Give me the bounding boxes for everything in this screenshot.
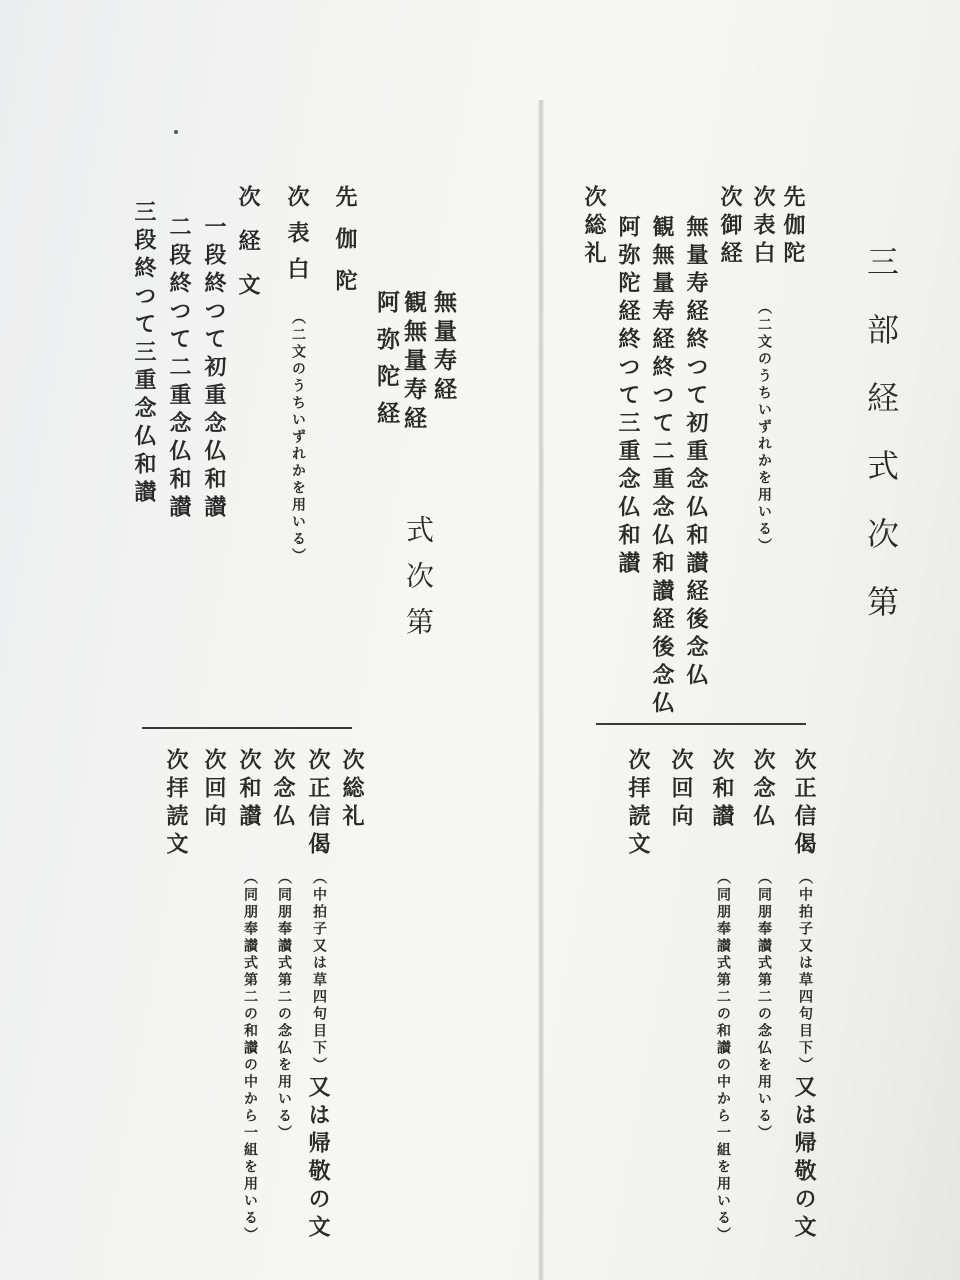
right-page-title: 三部経式次第	[862, 245, 900, 653]
left-bottom-c6: 次拝読文	[163, 748, 189, 860]
left-title-b: 観無量寿経	[400, 290, 427, 435]
right-top-c2a: 次表白	[750, 185, 776, 269]
left-title-a: 無量寿経	[430, 290, 457, 406]
left-title-d: 式次第	[402, 515, 435, 653]
left-top-c4: 一段終つて初重念仏和讃	[201, 215, 227, 523]
right-top-c4: 無量寿経終つて初重念仏和讃経後念仏	[683, 215, 709, 691]
left-bottom-c4a: 次和讃	[236, 748, 262, 832]
right-top-c3: 次御経	[717, 185, 743, 269]
left-bottom-c2a: 次正信偈	[305, 748, 331, 860]
left-top-c2b: （二文のうちいずれかを用いる）	[290, 310, 306, 565]
right-top-c7: 次総礼	[581, 185, 607, 269]
left-bottom-c1: 次総礼	[339, 748, 365, 832]
right-bottom-c2b: （同朋奉讃式第二の念仏を用いる）	[756, 870, 772, 1142]
left-top-c1: 先伽陀	[332, 185, 358, 311]
speck	[174, 130, 178, 134]
book-spine	[538, 100, 544, 1280]
left-bottom-c3a: 次念仏	[270, 748, 296, 832]
right-bottom-c4: 次回向	[668, 748, 694, 832]
right-divider	[596, 723, 806, 725]
left-top-c2a: 次表白	[284, 185, 310, 293]
left-bottom-c3b: （同朋奉讃式第二の念仏を用いる）	[276, 870, 292, 1142]
right-bottom-c2a: 次念仏	[750, 748, 776, 832]
left-top-c6: 三段終つて三重念仏和讃	[131, 200, 157, 508]
left-bottom-c4b: （同朋奉讃式第二の和讃の中から一組を用いる）	[242, 870, 258, 1244]
right-bottom-c3b: （同朋奉讃式第二の和讃の中から一組を用いる）	[715, 870, 731, 1244]
right-top-c6: 阿弥陀経終つて三重念仏和讃	[615, 215, 641, 579]
right-top-c1: 先伽陀	[780, 185, 806, 269]
left-bottom-c2b: （中拍子又は草四句目下）	[311, 870, 327, 1074]
right-bottom-c1b: （中拍子又は草四句目下）	[797, 870, 813, 1074]
left-bottom-c5: 次回向	[201, 748, 227, 832]
left-title-c: 阿弥陀経	[373, 290, 400, 438]
right-top-c5: 観無量寿経終つて二重念仏和讃経後念仏	[649, 215, 675, 719]
right-bottom-c1c: 又は帰敬の文	[791, 1075, 817, 1243]
right-bottom-c5: 次拝読文	[625, 748, 651, 860]
left-top-c5: 二段終つて二重念仏和讃	[166, 215, 192, 523]
left-bottom-c2c: 又は帰敬の文	[305, 1075, 331, 1243]
right-bottom-c1a: 次正信偈	[791, 748, 817, 860]
left-top-c3: 次経文	[235, 185, 261, 317]
left-divider	[142, 727, 352, 729]
right-bottom-c3a: 次和讃	[709, 748, 735, 832]
right-top-c2b: （二文のうちいずれかを用いる）	[756, 300, 772, 555]
